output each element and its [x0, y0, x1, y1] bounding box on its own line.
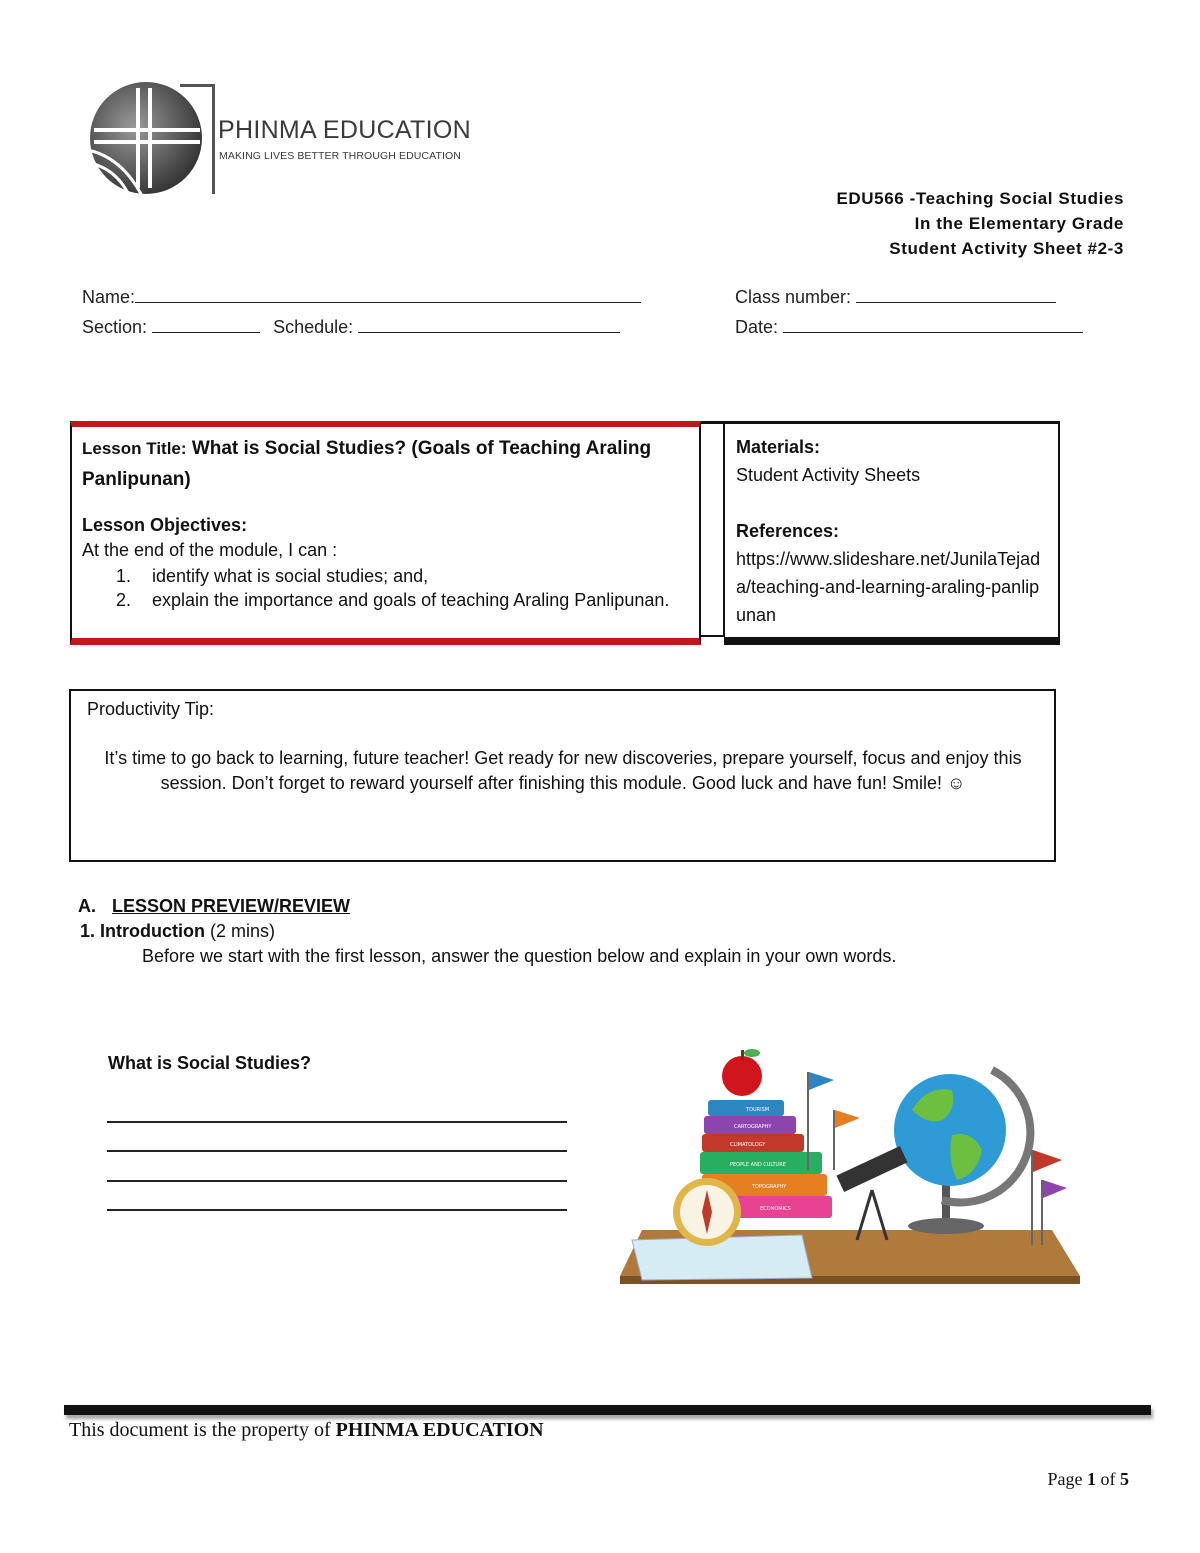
- book-label: ECONOMICS: [760, 1206, 791, 1212]
- materials-heading: Materials:: [736, 437, 821, 457]
- answer-line[interactable]: [107, 1180, 567, 1182]
- course-line-3: Student Activity Sheet #2-3: [889, 239, 1124, 258]
- page-current: 1: [1087, 1469, 1096, 1489]
- section-letter: A.: [78, 896, 96, 916]
- book-label: CARTOGRAPHY: [734, 1124, 772, 1130]
- social-studies-illustration: [612, 1040, 1084, 1286]
- footer-property: [69, 1419, 544, 1442]
- lesson-title-label: Lesson Title:: [82, 439, 187, 458]
- logo-title: PHINMA EDUCATION: [218, 116, 471, 144]
- class-number-line[interactable]: [856, 284, 1056, 303]
- name-label: Name:: [82, 287, 136, 307]
- date-field[interactable]: [735, 314, 1083, 338]
- footer-property-owner: PHINMA EDUCATION: [335, 1419, 544, 1441]
- objective-number: 1.: [116, 566, 132, 586]
- globe-base: [908, 1218, 984, 1234]
- objectives-intro: At the end of the module, I can :: [82, 540, 338, 560]
- name-line[interactable]: [135, 284, 641, 303]
- question: What is Social Studies?: [108, 1053, 312, 1073]
- tip-heading: Productivity Tip:: [87, 699, 215, 719]
- objective-text: explain the importance and goals of teaching Araling Panlipunan.: [152, 590, 670, 610]
- course-line-2: In the Elementary Grade: [914, 214, 1124, 233]
- page-number: [1048, 1469, 1130, 1490]
- schedule-line[interactable]: [358, 314, 620, 333]
- book-label: CLIMATOLOGY: [730, 1142, 766, 1148]
- intro-number: 1.: [80, 921, 96, 941]
- objective-item: [116, 564, 676, 588]
- apple-icon: [722, 1056, 762, 1096]
- intro-label: Introduction: [100, 921, 206, 941]
- page-total: 5: [1120, 1469, 1129, 1489]
- intro-time: (2 mins): [210, 921, 276, 941]
- flag-icon: [835, 1110, 860, 1128]
- introduction-heading: [80, 921, 275, 942]
- section-field[interactable]: [82, 314, 620, 338]
- objectives-heading: Lesson Objectives:: [82, 515, 248, 535]
- answer-line[interactable]: [107, 1121, 567, 1123]
- class-number-field[interactable]: [735, 284, 1056, 308]
- book-label: TOPOGRAPHY: [752, 1184, 787, 1190]
- book-label: PEOPLE AND CULTURE: [730, 1162, 786, 1168]
- schedule-label: Schedule:: [273, 317, 354, 337]
- course-header: [836, 186, 1124, 261]
- materials-content: [736, 433, 1046, 629]
- footer-property-prefix: This document is the property of: [69, 1419, 331, 1441]
- flag-icon: [809, 1072, 834, 1090]
- book-label: TOURISM: [746, 1107, 770, 1113]
- lesson-title-text: What is Social Studies? (Goals of Teaching Araling Panlipunan): [82, 438, 652, 490]
- objective-text: identify what is social studies; and,: [152, 566, 429, 586]
- flag-icon: [1033, 1150, 1062, 1172]
- date-line[interactable]: [783, 314, 1083, 333]
- section-title: LESSON PREVIEW/REVIEW: [112, 896, 351, 916]
- materials-text: Student Activity Sheets: [736, 465, 921, 485]
- page-prefix: Page: [1047, 1469, 1083, 1489]
- page-of: of: [1100, 1469, 1116, 1489]
- answer-line[interactable]: [107, 1150, 567, 1152]
- section-a-heading: [78, 896, 350, 917]
- course-line-1: EDU566 -Teaching Social Studies: [836, 189, 1124, 208]
- tip-body: It’s time to go back to learning, future teacher! Get ready for new discoveries, prepare yourself, focus and enjoy this session. Don’t forget to reward yourself after finishing this module. Good luck and have fun! Smile! ☺: [104, 748, 1022, 793]
- box-divider: [701, 421, 725, 637]
- references-heading: References:: [736, 521, 840, 541]
- objective-number: 2.: [116, 590, 132, 610]
- logo-tagline: MAKING LIVES BETTER THROUGH EDUCATION: [219, 150, 461, 162]
- objective-item: [116, 588, 676, 612]
- name-field[interactable]: [82, 284, 641, 308]
- references-link[interactable]: https://www.slideshare.net/JunilaTejada/teaching-and-learning-araling-panlipunan: [736, 549, 1041, 625]
- class-number-label: Class number:: [735, 287, 852, 307]
- objectives-list: [116, 564, 676, 612]
- answer-line[interactable]: [107, 1209, 567, 1211]
- lesson-title: [82, 433, 682, 495]
- flag-icon: [1043, 1180, 1067, 1198]
- section-label: Section:: [82, 317, 148, 337]
- section-line[interactable]: [152, 314, 260, 333]
- footer-bar: [64, 1405, 1151, 1415]
- date-label: Date:: [735, 317, 779, 337]
- telescope-icon: [836, 1146, 907, 1192]
- introduction-instructions: Before we start with the first lesson, answer the question below and explain in your own words.: [142, 946, 897, 966]
